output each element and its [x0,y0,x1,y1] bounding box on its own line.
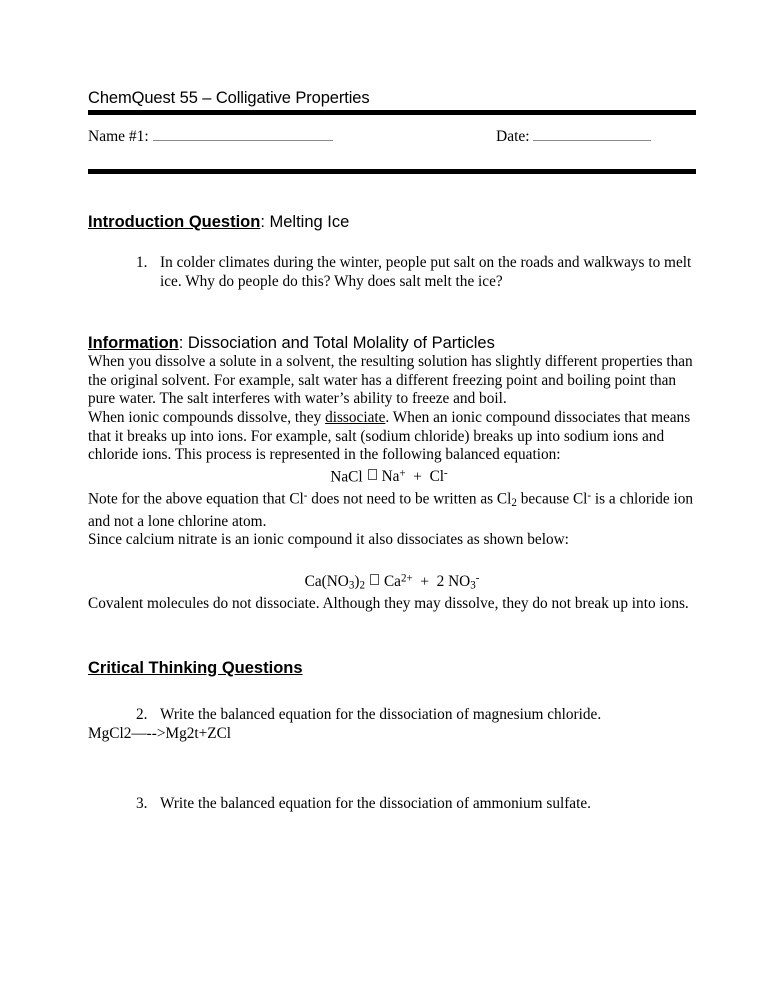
equation-cano3-reactant-base-2: ) [354,573,360,591]
paragraph-3-seg-1: Note for the above equation that Cl [88,490,304,508]
information-paragraph-2-part-b: . When an ionic compound dissociates that means that it breaks up into ions. For example, salt (sodium chloride) breaks up into sodium ions and chloride ions. This process is represented in the following balanced equation: [88,408,691,464]
information-paragraph-4: Since calcium nitrate is an ionic compound it also dissociates as shown below: [88,531,569,549]
critical-thinking-heading: Critical Thinking Questions [88,659,303,678]
information-heading-lead: Information [88,334,179,353]
equation-cano3-product-2 [437,573,480,590]
information-paragraph-5: Covalent molecules do not dissociate. Although they may dissolve, they do not break up into ions. [88,595,689,613]
paragraph-3-sup-2: - [587,489,592,502]
information-heading-rest: : Dissociation and Total Molality of Particles [178,334,495,353]
missing-glyph-arrow-icon [370,574,379,585]
question-1-text: In colder climates during the winter, people put salt on the roads and walkways to melt ice. Why do people do this? Why does salt melt the ice? [160,254,692,290]
paragraph-3-sup-1: - [303,489,308,502]
equation-cano3-product-1-base: Ca [383,573,401,591]
equation-cano3-reactant-sub-2: 2 [359,579,365,592]
question-2-number: 2. [136,706,148,724]
equation-cano3-product-2-charge: - [475,572,480,585]
introduction-heading-lead: Introduction Question [88,213,261,231]
equation-cano3-product-1 [384,573,413,590]
question-3-number: 3. [136,795,148,813]
page-content [88,0,696,814]
header-bottom-rule [88,169,696,174]
equation-nacl-reactant: NaCl [330,468,363,486]
equation-nacl-product-2-charge: - [444,467,448,480]
information-paragraph-1: When you dissolve a solute in a solvent, the resulting solution has slightly different properties than the original solvent. For example, salt water has a different freezing point and boiling point than pure water. The salt interferes with water’s ability to freeze and boil. [88,353,693,408]
document-title: ChemQuest 55 – Colligative Properties [88,89,370,107]
question-2 [88,706,696,725]
introduction-heading-rest: : Melting Ice [260,213,350,231]
question-2-text: Write the balanced equation for the dissociation of magnesium chloride. [160,706,602,724]
missing-glyph-arrow-icon [368,469,377,480]
equation-cano3-reactant-base-1: Ca(NO [304,573,349,591]
introduction-heading [88,212,696,232]
date-input-blank[interactable] [533,127,651,141]
equation-cano3-reactant-sub-1: 3 [348,579,355,592]
paragraph-3-seg-4: is a chloride ion and not a lone chlorine atom. [88,490,694,530]
information-heading [88,333,696,353]
equation-cano3-product-1-charge: 2+ [400,572,413,585]
paragraph-3-seg-2: does not need to be written as Cl [307,490,512,508]
date-label: Date: [496,128,530,145]
equation-nacl-product-2-base: Cl [429,468,445,486]
equation-cano3-reactant [305,573,365,590]
equation-nacl-plus: + [413,468,422,486]
paragraph-3-sub-1: 2 [511,497,517,510]
equation-nacl [88,465,696,487]
dissociate-term: dissociate [325,408,386,426]
question-3 [88,795,696,814]
equation-nacl-product-2 [430,468,448,485]
equation-cano3-product-2-sub: 3 [470,579,476,592]
question-1 [88,254,696,291]
equation-cano3-plus: + [420,573,429,591]
name-date-row [88,115,696,159]
question-1-number: 1. [136,254,148,271]
information-paragraph-2 [88,409,696,465]
paragraph-3-seg-3: because Cl [516,490,588,508]
date-field [496,127,651,146]
question-3-text: Write the balanced equation for the dissociation of ammonium sulfate. [160,795,591,813]
question-2-answer[interactable]: MgCl2—-->Mg2t+ZCl [88,724,232,742]
equation-nacl-product-1-base: Na [381,468,400,486]
name-field [88,127,333,146]
information-paragraph-2-part-a: When ionic compounds dissolve, they [88,408,326,426]
name-label: Name #1: [88,128,149,145]
information-paragraph-3 [88,487,696,531]
equation-calcium-nitrate [88,570,696,596]
equation-nacl-product-1-charge: + [399,467,406,480]
equation-cano3-product-2-coefficient: 2 NO [436,573,471,591]
name-input-blank[interactable] [153,127,333,141]
equation-nacl-product-1 [382,468,406,485]
